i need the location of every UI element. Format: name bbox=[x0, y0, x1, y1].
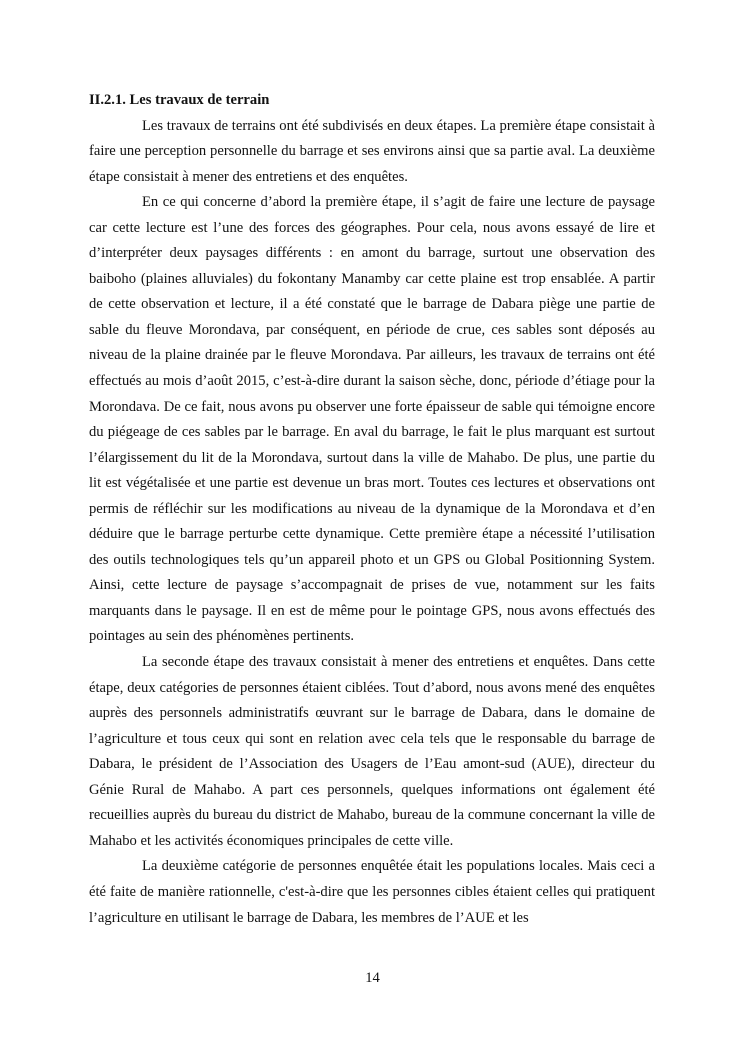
paragraph: Les travaux de terrains ont été subdivisés en deux étapes. La première étape consistait à faire une perception personnelle du barrage et ses environs ainsi que sa partie aval. La deuxième étape consistait à mener des entretiens et des enquêtes. bbox=[89, 117, 655, 185]
document-page bbox=[89, 88, 655, 931]
page-number: 14 bbox=[365, 970, 380, 986]
paragraph: La seconde étape des travaux consistait à mener des entretiens et enquêtes. Dans cette étape, deux catégories de personnes étaient ciblées. Tout d’abord, nous avons mené des enquêtes auprès des personnels administratifs œuvrant sur le barrage de Dabara, dans le domaine de l’agriculture et tous ceux qui sont en relation avec cela tels que le responsable du barrage de Dabara, le président de l’Association des Usagers de l’Eau amont-sud (AUE), directeur du Génie Rural de Mahabo. A part ces personnels, quelques informations ont également été recueillies auprès du bureau du district de Mahabo, bureau de la commune concernant la ville de Mahabo et les activités économiques principales de cette ville. bbox=[89, 654, 655, 849]
paragraph: En ce qui concerne d’abord la première étape, il s’agit de faire une lecture de paysage car cette lecture est l’une des forces des géographes. Pour cela, nous avons essayé de lire et d’interpréter deux paysages différents : en amont du barrage, surtout une observation des baiboho (plaines alluviales) du fokontany Manamby car cette plaine est trop ensablée. A partir de cette observation et lecture, il a été constaté que le barrage de Dabara piège une partie de sable du fleuve Morondava, par conséquent, en période de crue, ces sables sont déposés au niveau de la plaine drainée par le fleuve Morondava. Par ailleurs, les travaux de terrains ont été effectués au mois d’août 2015, c’est-à-dire durant la saison sèche, donc, période d’étiage pour la Morondava. De ce fait, nous avons pu observer une forte épaisseur de sable qui témoigne encore du piégeage de ces sables par le barrage. En aval du barrage, le fait le plus marquant est surtout l’élargissement du lit de la Morondava, surtout dans la ville de Mahabo. De plus, une partie du lit est végétalisée et une partie est devenue un bras mort. Toutes ces lectures et observations ont permis de réfléchir sur les modifications au niveau de la dynamique de la Morondava et d’en déduire que le barrage perturbe cette dynamique. Cette première étape a nécessité l’utilisation des outils technologiques tels qu’un appareil photo et un GPS ou Global Positionning System. Ainsi, cette lecture de paysage s’accompagnait de prises de vue, notamment sur les faits marquants dans le paysage. Il en est de même pour le pointage GPS, nous avons effectués des pointages au sein des phénomènes pertinents. bbox=[89, 194, 655, 645]
section-heading: II.2.1. Les travaux de terrain bbox=[89, 92, 270, 108]
paragraph: La deuxième catégorie de personnes enquêtée était les populations locales. Mais ceci a été faite de manière rationnelle, c'est-à-dire que les personnes cibles étaient celles qui pratiquent l’agriculture en utilisant le barrage de Dabara, les membres de l’AUE et les bbox=[89, 858, 655, 926]
